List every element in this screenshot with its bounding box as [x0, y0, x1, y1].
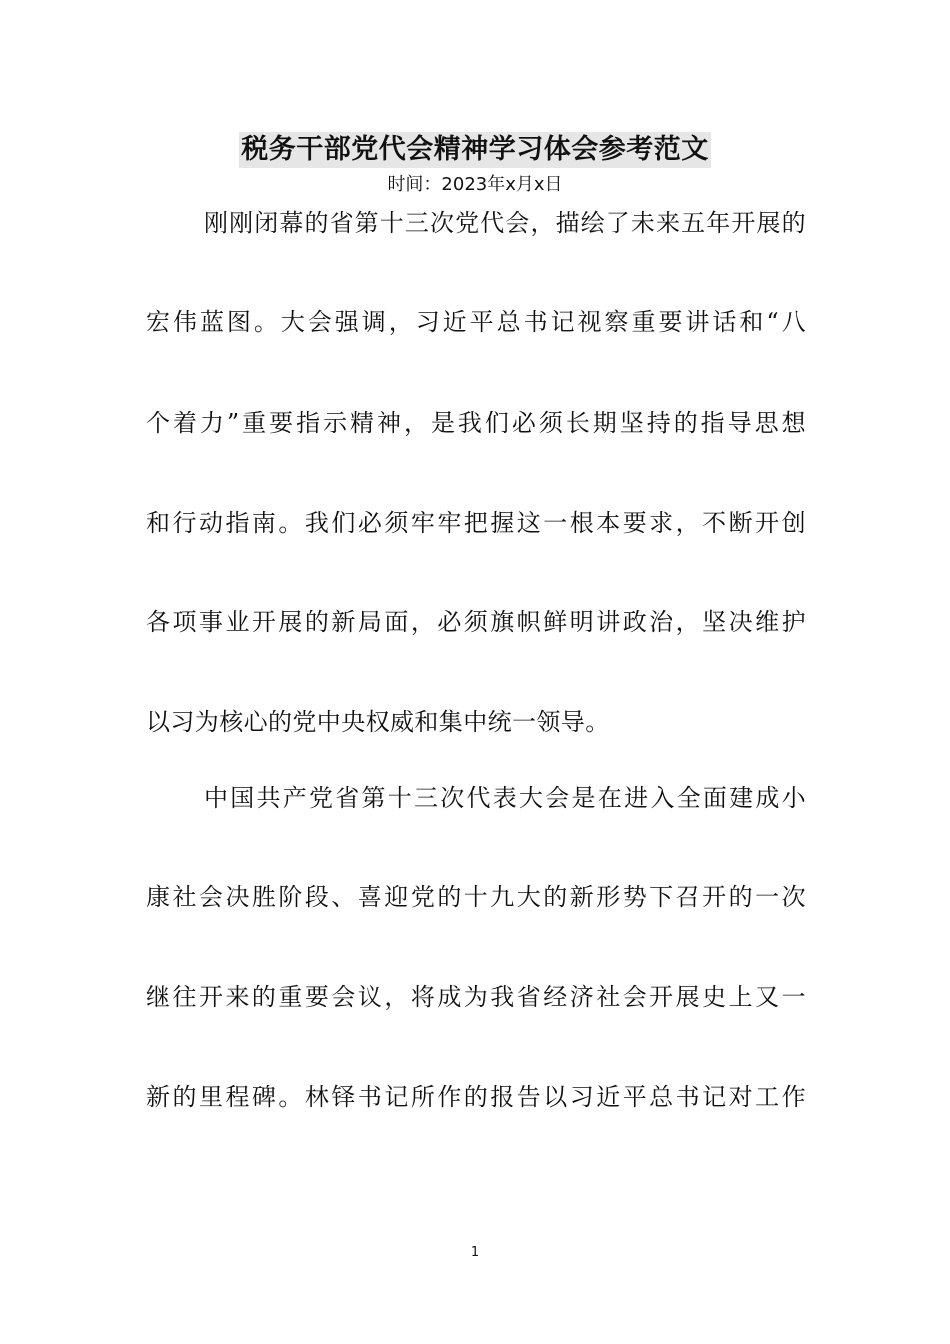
paragraph-2-line-1: 中国共产党省第十三次代表大会是在进入全面建成小 — [204, 784, 806, 812]
paragraph-1-line-2: 宏伟蓝图。大会强调，习近平总书记视察重要讲话和“八 — [146, 308, 806, 336]
paragraph-1-line-6: 以习为核心的党中央权威和集中统一领导。 — [146, 708, 610, 736]
page-number: 1 — [470, 1245, 480, 1260]
date-line: 时间：2023年x月x日 — [387, 174, 563, 195]
document-title: 税务干部党代会精神学习体会参考范文 — [239, 132, 711, 168]
paragraph-1-line-5: 各项事业开展的新局面，必须旗帜鲜明讲政治，坚决维护 — [146, 608, 806, 636]
paragraph-2-line-2: 康社会决胜阶段、喜迎党的十九大的新形势下召开的一次 — [146, 883, 806, 911]
paragraph-2-line-3: 继往开来的重要会议，将成为我省经济社会开展史上又一 — [146, 983, 806, 1011]
paragraph-1-line-4: 和行动指南。我们必须牢牢把握这一根本要求，不断开创 — [146, 509, 806, 537]
title-container — [0, 132, 950, 168]
paragraph-1-line-3: 个着力”重要指示精神，是我们必须长期坚持的指导思想 — [146, 409, 806, 437]
paragraph-1-line-1: 刚刚闭幕的省第十三次党代会，描绘了未来五年开展的 — [204, 209, 806, 237]
paragraph-2-line-4: 新的里程碑。林铎书记所作的报告以习近平总书记对工作 — [146, 1083, 806, 1111]
